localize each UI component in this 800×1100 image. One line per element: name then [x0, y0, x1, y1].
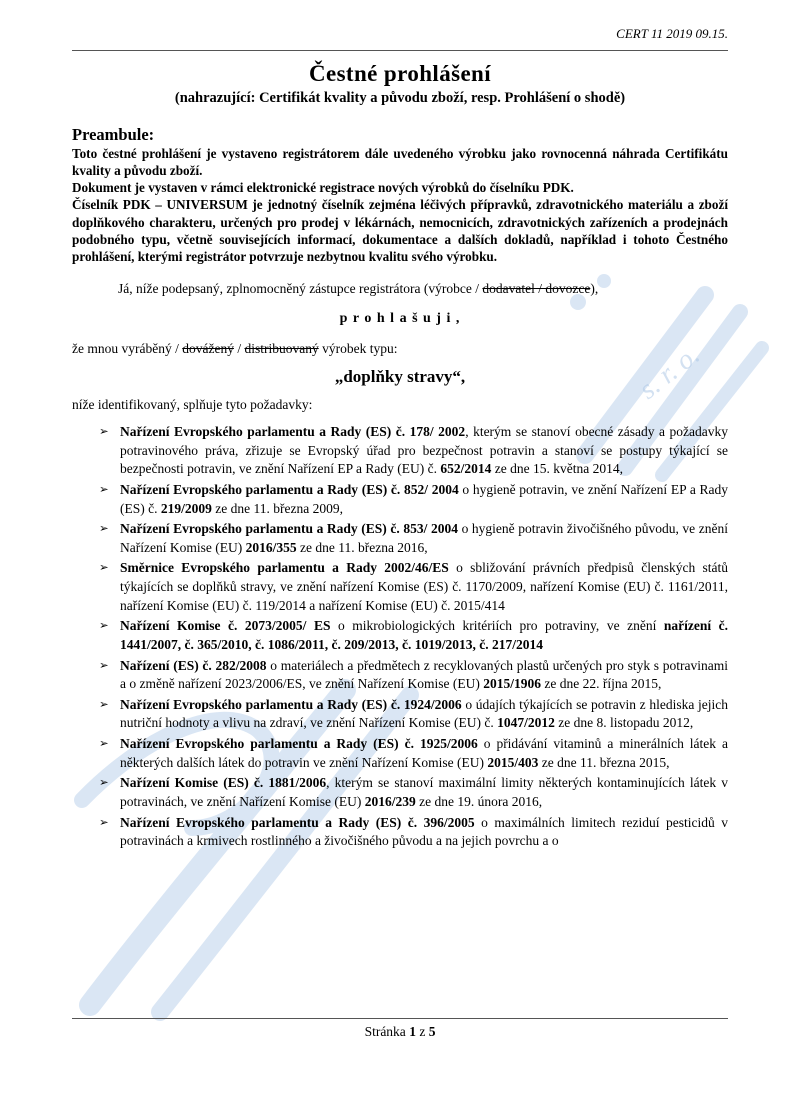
- text-segment: dovážený: [182, 341, 234, 357]
- text-segment: Nařízení Evropského parlamentu a Rady (ES) č. 396/2005: [120, 814, 475, 830]
- preambule-paragraph: Dokument je vystaven v rámci elektronické registrace nových výrobků do číselníku PDK.: [72, 180, 574, 196]
- arrow-bullet-icon: ➢: [99, 698, 109, 711]
- text-segment: o údajích týkajících se potravin z hlediska jejich nutriční hodnoty a vlivu na zdraví, ve znění Nařízení Komise (EU) č.: [120, 696, 728, 731]
- text-segment: o materiálech a předmětech z recyklovaných plastů určených pro styk s potravinami a o změně nařízení 2023/2006/ES, ve znění Nařízení Komise (EU): [120, 657, 728, 692]
- requirement-item: [99, 814, 728, 851]
- text-segment: o mikrobiologických kritériích pro potraviny, ve znění: [330, 618, 664, 634]
- requirement-item: [99, 617, 728, 654]
- text-segment: ze dne 11. března 2015,: [538, 754, 670, 770]
- watermark-text: s. r. o.: [633, 339, 706, 406]
- page-title: Čestné prohlášení: [308, 61, 492, 86]
- text-segment: ze dne 11. března 2016,: [296, 539, 428, 555]
- text-segment: 652/2014: [440, 461, 492, 477]
- arrow-bullet-icon: ➢: [99, 738, 109, 751]
- text-segment: ze dne 8. listopadu 2012,: [554, 715, 694, 731]
- text-segment: Nařízení Evropského parlamentu a Rady (ES) č. 178/ 2002: [120, 424, 466, 440]
- requirement-item: [99, 774, 728, 811]
- text-segment: 5: [428, 1024, 436, 1039]
- text-segment: ze dne 22. října 2015,: [541, 676, 662, 692]
- text-segment: o maximálních limitech reziduí pesticidů v potravinách a krmivech rostlinného a živočišného původu a na jejich povrchu a o: [120, 814, 728, 849]
- requirement-item: [99, 481, 728, 518]
- text-segment: o přidávání vitaminů a minerálních látek a některých dalších látek do potravin ve znění Nařízení Komise (EU): [120, 736, 728, 770]
- page-number: [365, 1024, 436, 1039]
- text-segment: , kterým se stanoví obecné zásady a požadavky potravinového práva, zřizuje se Evropský úřad pro bezpečnost potravin a stanoví se postupy týkající se bezpečnosti potravin, ve znění Nařízení EP a Rady (EU) č.: [120, 424, 728, 477]
- text-segment: 219/2009: [160, 500, 212, 516]
- header-divider: [72, 50, 728, 51]
- document-reference: CERT 11 2019 09.15.: [616, 26, 728, 41]
- text-segment: dodavatel / dovozce: [482, 281, 591, 297]
- declaration-intro: [72, 281, 728, 297]
- text-segment: 2015/403: [487, 754, 539, 770]
- page-footer: [72, 1018, 728, 1040]
- product-type: „doplňky stravy“,: [334, 367, 466, 387]
- text-segment: 2016/239: [364, 793, 416, 809]
- text-segment: Já, níže podepsaný, zplnomocněný zástupce registrátora (výrobce /: [118, 281, 483, 297]
- text-segment: /: [233, 341, 245, 357]
- arrow-bullet-icon: ➢: [99, 562, 109, 575]
- arrow-bullet-icon: ➢: [99, 777, 109, 790]
- preambule-heading: Preambule:: [72, 125, 155, 144]
- text-segment: že mnou vyráběný /: [72, 341, 183, 357]
- requirement-item: [99, 696, 728, 733]
- text-segment: Stránka: [364, 1024, 410, 1039]
- arrow-bullet-icon: ➢: [99, 483, 109, 496]
- text-segment: Nařízení Komise (ES) č. 1881/2006: [120, 775, 327, 791]
- arrow-bullet-icon: ➢: [99, 816, 109, 829]
- preambule-paragraph: Číselník PDK – UNIVERSUM je jednotný číselník zejména léčivých přípravků, zdravotnického materiálu a zboží doplňkového charakteru, určených pro prodej v lékárnách, nemocnicích, zdravotnických zařízeních a prodejnách podobného typu, včetně souvisejících informací, dokumentace a dalších dokladů, například i tohoto Čestného prohlášení, kterými registrátor potvrzuje nezbytnou kvalitu svého výrobku.: [72, 197, 728, 264]
- text-segment: 1: [409, 1024, 416, 1039]
- text-segment: ze dne 15. května 2014,: [491, 461, 623, 477]
- text-segment: Nařízení Komise č. 2073/2005/ ES: [120, 618, 331, 634]
- requirement-item: [99, 520, 728, 557]
- text-segment: ze dne 11. března 2009,: [211, 500, 343, 516]
- requirement-item: [99, 657, 728, 694]
- text-segment: Směrnice Evropského parlamentu a Rady 2002/46/ES: [120, 560, 449, 576]
- requirement-item: [99, 559, 728, 615]
- text-segment: Nařízení Evropského parlamentu a Rady (ES) č. 853/ 2004: [120, 521, 458, 537]
- requirement-item: [99, 423, 728, 479]
- text-segment: 2016/355: [245, 539, 297, 555]
- text-segment: o hygieně potravin živočišného původu, ve znění Nařízení Komise (EU): [120, 521, 728, 555]
- declaration-verb: p r o h l a š u j i ,: [339, 311, 461, 327]
- arrow-bullet-icon: ➢: [99, 620, 109, 633]
- text-segment: Nařízení (ES) č. 282/2008: [120, 657, 267, 673]
- text-segment: nařízení č. 1441/2007, č. 365/2010, č. 1086/2011, č. 209/2013, č. 1019/2013, č. 217/2014: [120, 618, 728, 652]
- page-subtitle: (nahrazující: Certifikát kvality a původu zboží, resp. Prohlášení o shodě): [174, 90, 626, 106]
- text-segment: distribuovaný: [244, 341, 319, 357]
- preambule-body: [72, 145, 728, 265]
- text-segment: 2015/1906: [483, 676, 542, 692]
- text-segment: ),: [590, 281, 599, 297]
- arrow-bullet-icon: ➢: [99, 659, 109, 672]
- document-body: [72, 0, 728, 1012]
- text-segment: Nařízení Evropského parlamentu a Rady (ES) č. 852/ 2004: [120, 481, 459, 497]
- requirements-intro: níže identifikovaný, splňuje tyto požadavky:: [72, 397, 313, 413]
- preambule-paragraph: Toto čestné prohlášení je vystaveno registrátorem dále uvedeného výrobku jako rovnocenná náhrada Certifikátu kvality a původu zboží.: [72, 146, 728, 179]
- text-segment: 1047/2012: [497, 715, 555, 731]
- arrow-bullet-icon: ➢: [99, 426, 109, 439]
- text-segment: o sbližování právních předpisů členských států týkajících se doplňků stravy, ve znění nařízení Komise (ES) č. 1170/2009, nařízení Komise (EU) č. 1161/2011, nařízení Komise (EU) č. 119/2014 a nařízení Komise (EU) č. 2015/414: [120, 560, 728, 613]
- text-segment: z: [415, 1024, 429, 1039]
- requirement-item: [99, 735, 728, 772]
- product-line: [72, 341, 728, 357]
- text-segment: Nařízení Evropského parlamentu a Rady (ES) č. 1925/2006: [120, 736, 478, 752]
- text-segment: , kterým se stanoví maximální limity některých kontaminujících látek v potravinách, ve znění Nařízení Komise (EU): [120, 775, 728, 809]
- text-segment: ze dne 19. února 2016,: [415, 793, 543, 809]
- text-segment: o hygieně potravin, ve znění Nařízení EP a Rady (ES) č.: [120, 481, 728, 516]
- requirements-list: [72, 423, 728, 851]
- text-segment: výrobek typu:: [318, 341, 398, 357]
- arrow-bullet-icon: ➢: [99, 523, 109, 536]
- text-segment: Nařízení Evropského parlamentu a Rady (ES) č. 1924/2006: [120, 696, 462, 712]
